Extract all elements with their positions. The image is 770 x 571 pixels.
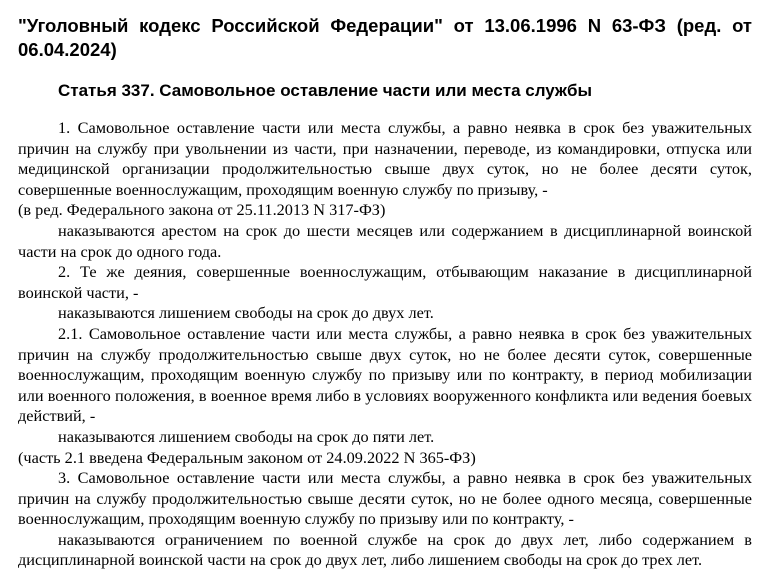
paragraph-part-2-1: 2.1. Самовольное оставление части или места службы, а равно неявка в срок без уважительных причин на службу продолжительностью свыше двух суток, но не более десяти суток, совершенные военнослужащим, проходящим военную службу по призыву или по контракту, в период мобилизации или военного положения, в военное время либо в условиях вооруженного конфликта или ведения боевых действий, - xyxy=(18,323,752,426)
paragraph-sanction: наказываются лишением свободы на срок до пяти лет. xyxy=(58,426,435,446)
paragraph-sanction: наказываются арестом на срок до шести месяцев или содержанием в дисциплинарной воинской части на срок до одного года. xyxy=(18,220,752,261)
article-title: Статья 337. Самовольное оставление части или места службы xyxy=(58,81,593,100)
document-title: "Уголовный кодекс Российской Федерации" от 13.06.1996 N 63-ФЗ (ред. от 06.04.2024) xyxy=(18,15,752,60)
paragraph-sanction: наказываются ограничением по военной службе на срок до двух лет, либо содержанием в дисциплинарной воинской части на срок до двух лет, либо лишением свободы на срок до трех лет. xyxy=(18,529,752,570)
paragraph-part-2: 2. Те же деяния, совершенные военнослужащим, отбывающим наказание в дисциплинарной воинской части, - xyxy=(18,262,752,302)
article-body xyxy=(18,118,752,571)
paragraph-part-3: 3. Самовольное оставление части или места службы, а равно неявка в срок без уважительных причин на службу продолжительностью свыше десяти суток, но не более одного месяца, совершенные военнослужащим, проходящим военную службу по призыву или по контракту, - xyxy=(18,468,752,529)
amendment-note: (часть 2.1 введена Федеральным законом от 24.09.2022 N 365-ФЗ) xyxy=(18,447,476,467)
paragraph-part-1: 1. Самовольное оставление части или места службы, а равно неявка в срок без уважительных причин на службу при увольнении из части, при назначении, переводе, из командировки, отпуска или медицинской организации продолжительностью свыше двух суток, но не более десяти суток, совершенные военнослужащим, проходящим военную службу по призыву, - xyxy=(18,118,752,199)
amendment-note: (в ред. Федерального закона от 25.11.2013 N 317-ФЗ) xyxy=(18,200,386,220)
paragraph-sanction: наказываются лишением свободы на срок до двух лет. xyxy=(58,303,434,323)
